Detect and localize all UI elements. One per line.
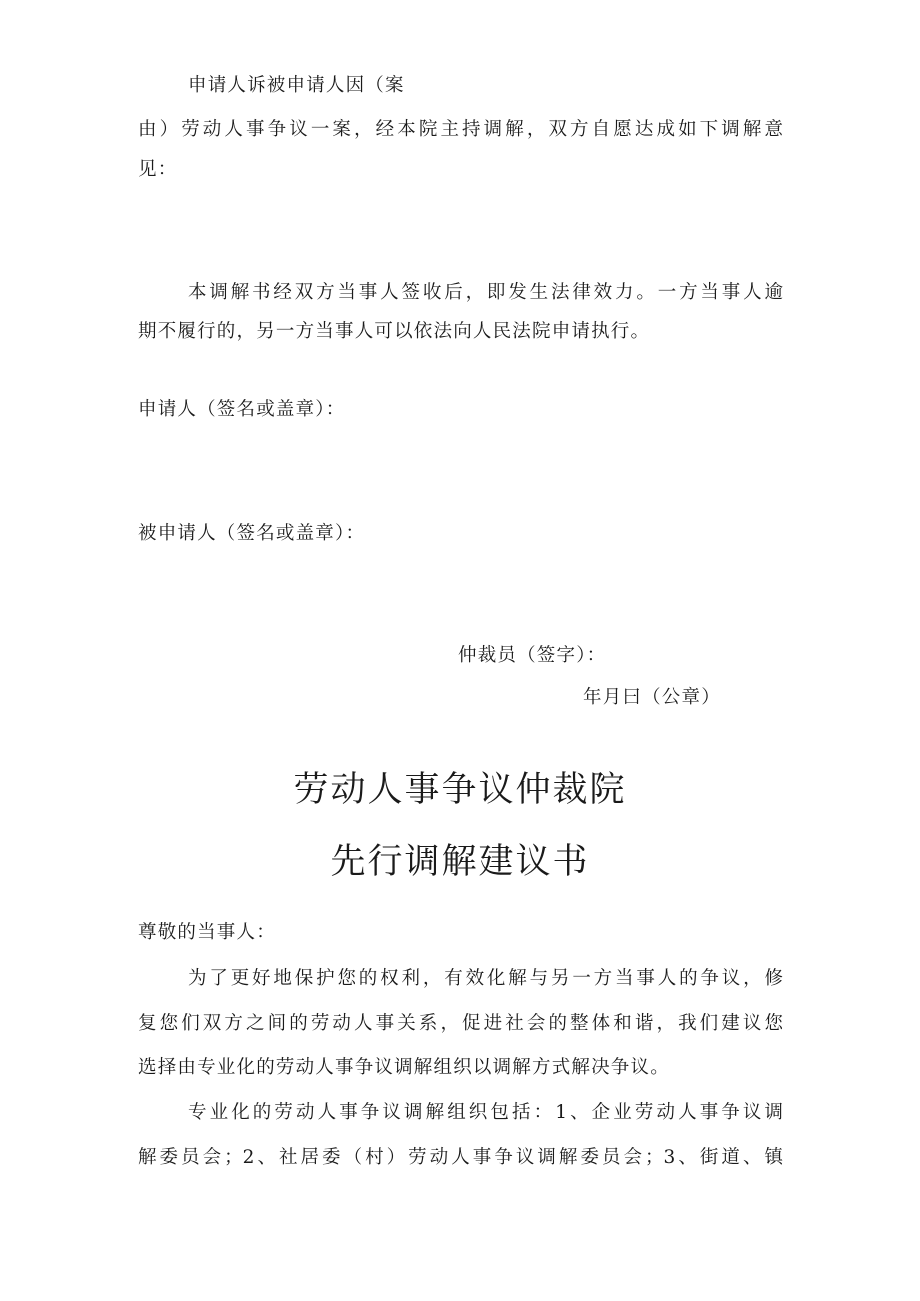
paragraph-2-line-2: 解委员会；2、社居委（村）劳动人事争议调解委员会；3、街道、镇 (138, 1147, 783, 1168)
paragraph-1-line-2: 复您们双方之间的劳动人事关系，促进社会的整体和谐，我们建议您 (138, 1013, 783, 1034)
date-seal-label: 年月曰（公章） (583, 687, 721, 708)
paragraph-1-line-3: 选择由专业化的劳动人事争议调解组织以调解方式解决争议。 (138, 1057, 670, 1078)
salutation: 尊敬的当事人： (138, 922, 276, 943)
paragraph-2-line-1: 专业化的劳动人事争议调解组织包括：1、企业劳动人事争议调 (188, 1102, 783, 1123)
legal-effect-line-2: 期不履行的，另一方当事人可以依法向人民法院申请执行。 (138, 321, 651, 342)
case-body-end-line: 见： (138, 159, 178, 180)
legal-effect-line: 本调解书经双方当事人签收后，即发生法律效力。一方当事人逾 (188, 282, 783, 303)
paragraph-1-line-1: 为了更好地保护您的权利，有效化解与另一方当事人的争议，修 (188, 968, 783, 989)
arbitrator-signature-label: 仲裁员（签字）： (458, 645, 607, 666)
case-body-line: 由）劳动人事争议一案，经本院主持调解，双方自愿达成如下调解意 (138, 119, 783, 140)
case-intro-line: 申请人诉被申请人因（案 (188, 75, 405, 96)
document-subtitle: 先行调解建议书 (330, 842, 590, 882)
document-title: 劳动人事争议仲裁院 (293, 770, 627, 810)
respondent-signature-label: 被申请人（签名或盖章）： (138, 523, 366, 544)
applicant-signature-label: 申请人（签名或盖章）： (138, 399, 346, 420)
